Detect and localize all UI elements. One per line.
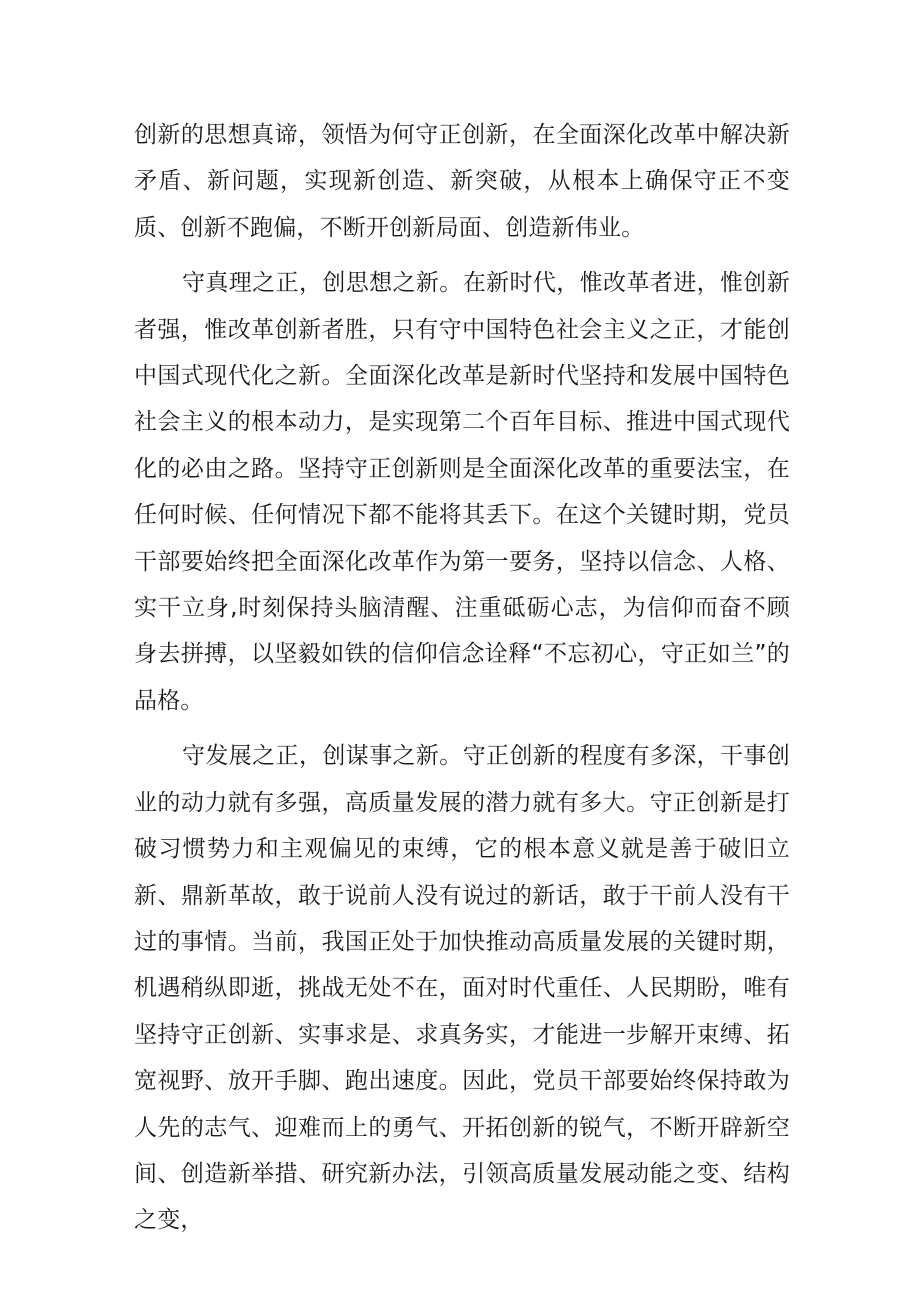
paragraph-truth-and-thought: 守真理之正，创思想之新。在新时代，惟改革者进，惟创新者强，惟改革创新者胜，只有守中国特色社会主义之正，才能创中国式现代化之新。全面深化改革是新时代坚持和发展中国特色社会主义的根本动力，是实现第二个百年目标、推进中国式现代化的必由之路。坚持守正创新则是全面深化改革的重要法宝，在任何时候、任何情况下都不能将其丢下。在这个关键时期，党员干部要始终把全面深化改革作为第一要务，坚持以信念、人格、实干立身,时刻保持头脑清醒、注重砥砺心志，为信仰而奋不顾身去拼搏，以坚毅如铁的信仰信念诠释“不忘初心，守正如兰”的品格。 [134, 270, 790, 714]
document-body [134, 112, 790, 1253]
paragraph-development-and-innovation: 守发展之正，创谋事之新。守正创新的程度有多深，干事创业的动力就有多强，高质量发展的潜力就有多大。守正创新是打破习惯势力和主观偏见的束缚，它的根本意义就是善于破旧立新、鼎新革故，敢于说前人没有说过的新话，敢于干前人没有干过的事情。当前，我国正处于加快推动高质量发展的关键时期，机遇稍纵即逝，挑战无处不在，面对时代重任、人民期盼，唯有坚持守正创新、实事求是、求真务实，才能进一步解开束缚、拓宽视野、放开手脚、跑出速度。因此，党员干部要始终保持敢为人先的志气、迎难而上的勇气、开拓创新的锐气，不断开辟新空间、创造新举措、研究新办法，引领高质量发展动能之变、结构之变， [134, 743, 790, 1234]
paragraph-continuation: 创新的思想真谛，领悟为何守正创新，在全面深化改革中解决新矛盾、新问题，实现新创造、新突破，从根本上确保守正不变质、创新不跑偏，不断开创新局面、创造新伟业。 [134, 122, 790, 241]
